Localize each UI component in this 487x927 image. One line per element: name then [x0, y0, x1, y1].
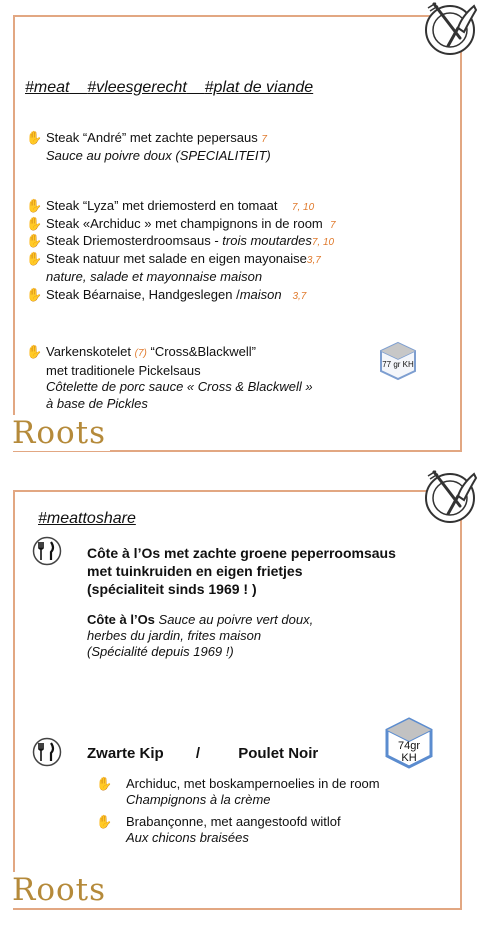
- tag-row: [25, 79, 313, 97]
- allergen-number: 3,7: [306, 255, 321, 266]
- cutlery-bullet-icon: ✋: [26, 130, 43, 145]
- kip-option: ✋ Archiduc, met boskampernoelies in de room Champignons à la crème: [96, 776, 380, 807]
- plate-cutlery-icon: [32, 737, 62, 767]
- menu-item: ✋ Steak “André” met zachte pepersaus 7 Sauce au poivre doux (SPECIALITEIT): [26, 130, 271, 163]
- tag-meat: #meat: [25, 79, 70, 96]
- menu-item: ✋ Steak “Lyza” met driemosterd en tomaat 7, 10: [26, 198, 315, 213]
- menu-item: ✋ Steak Driemosterdroomsaus - trois moutardes7, 10: [26, 233, 335, 248]
- allergen-number: 3,7: [292, 291, 307, 302]
- tag-vleesgerecht: #vleesgerecht: [87, 79, 187, 96]
- cutlery-bullet-icon: ✋: [96, 776, 113, 791]
- cutlery-bullet-icon: ✋: [26, 251, 43, 266]
- allergen-number: 7, 10: [291, 202, 315, 213]
- carb-badge: 77 gr KH: [382, 360, 414, 369]
- kip-title: Zwarte Kip / Poulet Noir: [87, 745, 319, 762]
- plate-cutlery-icon: [414, 468, 484, 526]
- menu-item: ✋ Steak natuur met salade en eigen mayonaise3,7 nature, salade et mayonnaise maison: [26, 251, 321, 284]
- roots-logo: [12, 872, 110, 908]
- menu-item: ✋ Steak «Archiduc » met champignons in de room 7: [26, 216, 336, 231]
- allergen-number: (7): [134, 348, 147, 359]
- allergen-number: 7: [330, 220, 336, 231]
- cote-description-fr: Côte à l’Os Sauce au poivre vert doux, herbes du jardin, frites maison (Spécialité depuis 1969 !): [87, 612, 314, 659]
- roots-logo-text: Roots: [12, 872, 107, 908]
- cutlery-bullet-icon: ✋: [96, 814, 113, 829]
- allergen-number: 7, 10: [311, 237, 335, 248]
- tag-meattoshare: #meattoshare: [38, 510, 136, 527]
- menu-item-pork: ✋ Varkenskotelet (7) “Cross&Blackwell” met traditionele Pickelsaus Côtelette de porc sauce « Cross & Blackwell » à base de Pickles: [26, 344, 313, 411]
- cutlery-bullet-icon: ✋: [26, 233, 43, 248]
- cutlery-bullet-icon: ✋: [26, 216, 43, 231]
- cote-title: Côte à l’Os: [87, 545, 161, 561]
- cutlery-bullet-icon: ✋: [26, 198, 43, 213]
- carb-badge: 74gr KH: [397, 740, 421, 764]
- plate-cutlery-icon: [414, 0, 484, 58]
- cote-description: Côte à l’Os met zachte groene peperroomsaus met tuinkruiden en eigen frietjes (spécialiteit sinds 1969 ! ): [87, 545, 396, 597]
- tag-plat-de-viande: #plat de viande: [204, 79, 314, 96]
- roots-logo-text: Roots: [12, 415, 107, 451]
- roots-logo: [12, 415, 110, 451]
- plate-cutlery-icon: [32, 536, 62, 566]
- cutlery-bullet-icon: ✋: [26, 344, 43, 359]
- kip-option: ✋ Brabançonne, met aangestoofd witlof Aux chicons braisées: [96, 814, 341, 845]
- menu-item: ✋ Steak Béarnaise, Handgeslegen /maison 3,7: [26, 287, 307, 302]
- allergen-number: 7: [261, 134, 267, 145]
- cutlery-bullet-icon: ✋: [26, 287, 43, 302]
